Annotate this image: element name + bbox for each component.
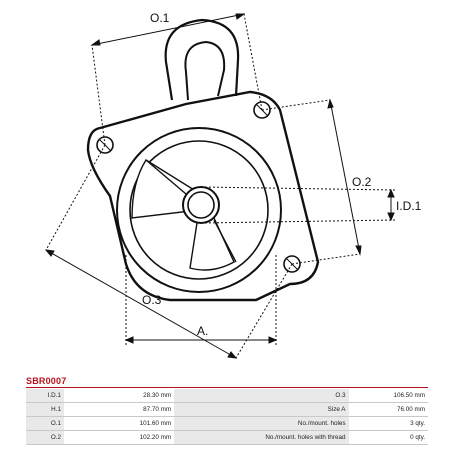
spec-value: 101.60 mm [64, 417, 174, 431]
label-a: A. [197, 324, 209, 338]
spec-value: 3 qty. [349, 417, 428, 431]
table-row [26, 431, 428, 445]
table-row [26, 389, 428, 403]
table-row [26, 403, 428, 417]
part-code: SBR0007 [26, 376, 67, 386]
spec-label: O.1 [26, 417, 64, 431]
label-o3: O.3 [142, 293, 162, 307]
spec-label: No./mount. holes with thread [174, 431, 348, 445]
label-id1: I.D.1 [396, 199, 422, 213]
spec-label: H.1 [26, 403, 64, 417]
spec-label: O.3 [174, 389, 348, 403]
spec-value: 106.50 mm [349, 389, 428, 403]
table-row [26, 417, 428, 431]
spec-value: 87.70 mm [64, 403, 174, 417]
dimension-lines [46, 14, 394, 358]
spec-label: I.D.1 [26, 389, 64, 403]
spec-value: 102.20 mm [64, 431, 174, 445]
section-divider [26, 387, 428, 388]
label-o2: O.2 [352, 175, 372, 189]
spec-label: O.2 [26, 431, 64, 445]
spec-label: Size A [174, 403, 348, 417]
spec-label: No./mount. holes [174, 417, 348, 431]
bracket-hook-inner [185, 42, 224, 100]
spec-value: 76.00 mm [349, 403, 428, 417]
spec-value: 28.30 mm [64, 389, 174, 403]
extension-lines [46, 14, 395, 358]
bracket-hook-outer [166, 20, 238, 100]
label-o1: O.1 [150, 11, 170, 25]
spec-value: 0 qty. [349, 431, 428, 445]
specs-table [26, 389, 428, 445]
